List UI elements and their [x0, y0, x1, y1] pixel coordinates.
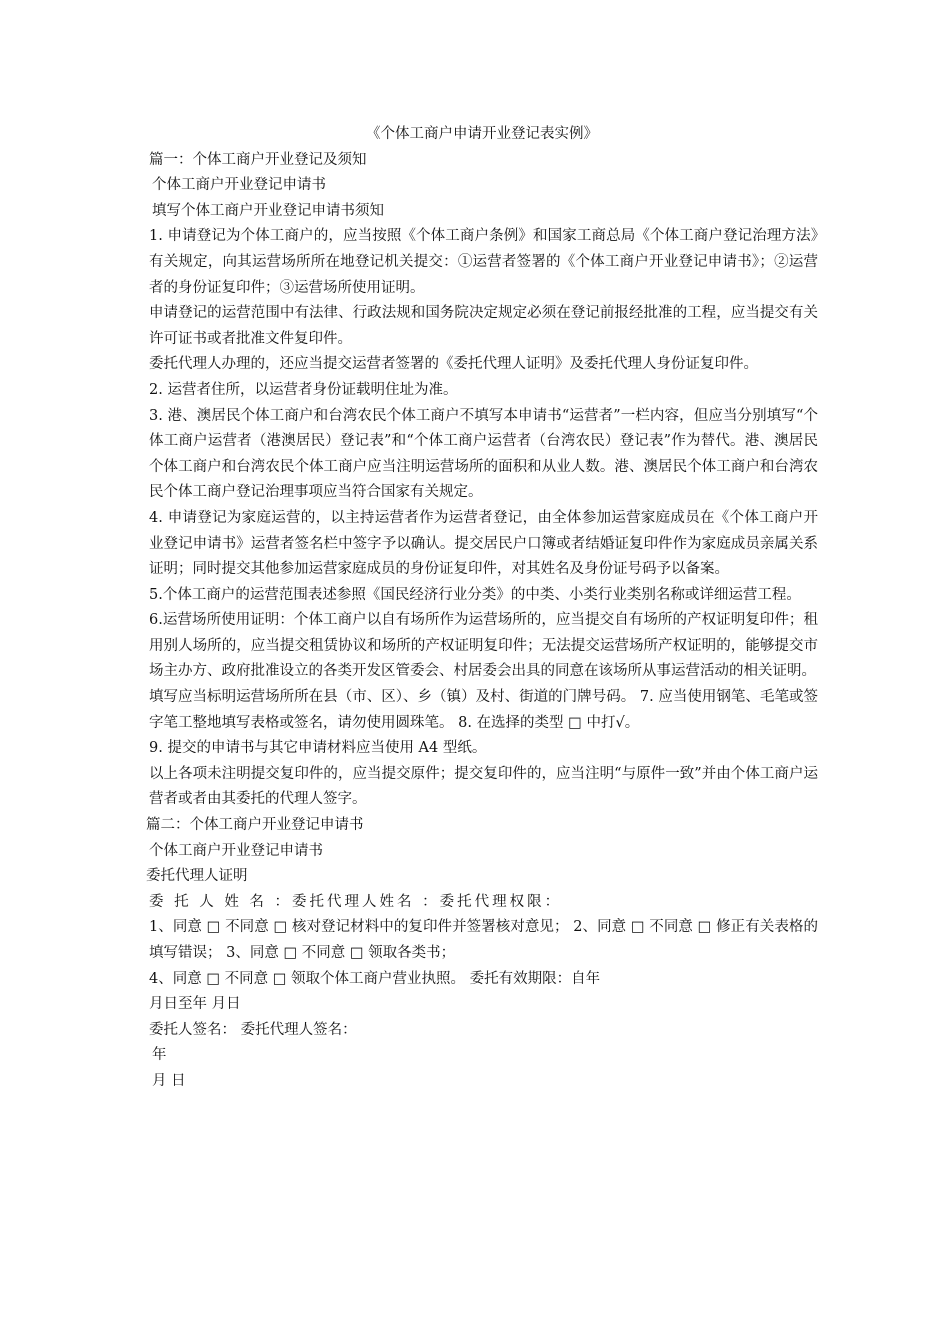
notice-heading: 填写个体工商户开业登记申请书须知	[152, 202, 384, 219]
signature-line: 委托人签名： 委托代理人签名：	[149, 1021, 357, 1038]
section-heading-2: 篇二：个体工商户开业登记申请书	[146, 817, 364, 834]
notice-item-1-license: 申请登记的运营范围中有法律、行政法规和国务院决定规定必须在登记前报经批准的工程，应当提交有关许可证书或者批准文件复印件。	[149, 305, 818, 347]
authority-options-2: 4、同意 □ 不同意 □ 领取个体工商户营业执照。 委托有效期限：自年	[149, 970, 601, 987]
notice-item-1-agent: 委托代理人办理的，还应当提交运营者签署的《委托代理人证明》及委托代理人身份证复印件。	[149, 356, 758, 373]
notice-item-9: 9. 提交的申请书与其它申请材料应当使用 A4 型纸。	[149, 740, 487, 757]
date-year: 年	[152, 1047, 167, 1064]
notice-item-7-8: 填写应当标明运营场所所在县（市、区）、乡（镇）及村、街道的门牌号码。 7. 应当使用钢笔、毛笔或签字笔工整地填写表格或签名，请勿使用圆珠笔。 8. 在选择的类型 □ 中打√。	[149, 689, 818, 731]
notice-item-3: 3. 港、澳居民个体工商户和台湾农民个体工商户不填写本申请书“运营者”一栏内容，但应当分别填写“个体工商户运营者（港澳居民）登记表”和“个体工商户运营者（台湾农民）登记表”作为替代。港、澳居民个体工商户和台湾农民个体工商户应当注明运营场所的面积和从业人数。港、澳居民个体工商户和台湾农民个体工商户登记治理事项应当符合国家有关规定。	[149, 407, 818, 501]
validity-dates: 月日至年 月日	[149, 996, 241, 1013]
authority-options-1: 1、同意 □ 不同意 □ 核对登记材料中的复印件并签署核对意见； 2、同意 □ 不同意 □ 修正有关表格的填写错误； 3、同意 □ 不同意 □ 领取各类书；	[149, 919, 818, 961]
notice-item-1: 1. 申请登记为个体工商户的，应当按照《个体工商户条例》和国家工商总局《个体工商户登记治理方法》有关规定，向其运营场所所在地登记机关提交：①运营者签署的《个体工商户开业登记申请书》；②运营者的身份证复印件；③运营场所使用证明。	[149, 228, 818, 296]
form-title-1: 个体工商户开业登记申请书	[152, 177, 326, 194]
notice-closing: 以上各项未注明提交复印件的，应当提交原件；提交复印件的，应当注明“与原件一致”并由个体工商户运营者或者由其委托的代理人签字。	[149, 765, 818, 808]
notice-item-4: 4. 申请登记为家庭运营的，以主持运营者作为运营者登记，由全体参加运营家庭成员在《个体工商户开业登记申请书》运营者签名栏中签字予以确认。提交居民户口簿或者结婚证复印件作为家庭成员亲属关系证明；同时提交其他参加运营家庭成员的身份证复印件，对其姓名及身份证号码予以备案。	[149, 509, 818, 578]
form-title-2: 个体工商户开业登记申请书	[149, 842, 323, 859]
section-heading-1: 篇一：个体工商户开业登记及须知	[149, 151, 367, 168]
document-title: 《个体工商户申请开业登记表实例》	[366, 126, 598, 142]
notice-item-2: 2. 运营者住所，以运营者身份证载明住址为准。	[149, 381, 458, 398]
agent-proof-heading: 委托代理人证明	[146, 868, 248, 885]
document-body	[146, 148, 818, 1095]
date-month-day: 月 日	[152, 1072, 186, 1089]
notice-item-5: 5.个体工商户的运营范围表述参照《国民经济行业分类》的中类、小类行业类别名称或详细运营工程。	[149, 586, 801, 603]
agent-names-line: 委 托 人 姓 名 ：委托代理人姓名 ：委托代理权限：	[149, 893, 563, 910]
document-page	[146, 122, 818, 1095]
notice-item-6: 6.运营场所使用证明：个体工商户以自有场所作为运营场所的，应当提交自有场所的产权证明复印件；租用别人场所的，应当提交租赁协议和场所的产权证明复印件；无法提交运营场所产权证明的，能够提交市场主办方、政府批准设立的各类开发区管委会、村居委会出具的同意在该场所从事运营活动的相关证明。	[149, 612, 818, 680]
